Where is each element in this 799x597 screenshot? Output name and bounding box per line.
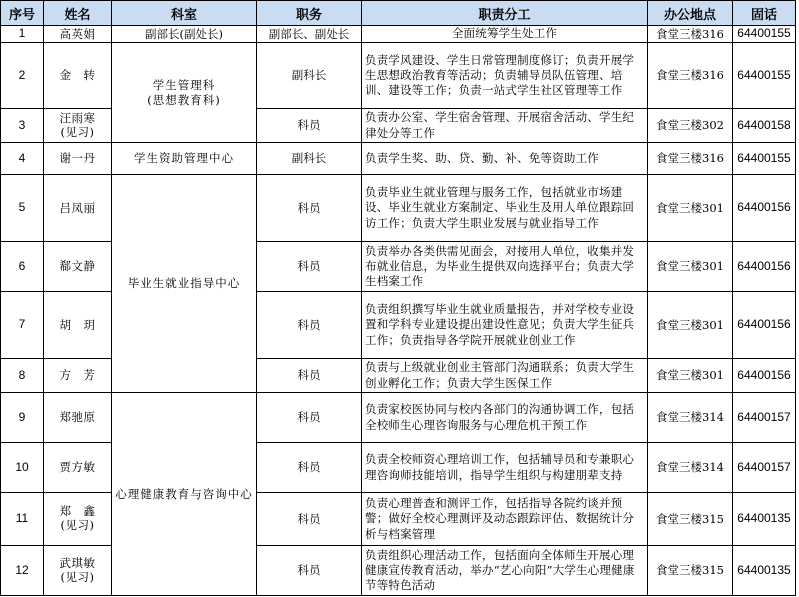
cell-seq: 4 [1, 143, 44, 175]
table-row [1, 143, 796, 175]
header-dept: 科室 [112, 1, 257, 26]
header-role: 职务 [257, 1, 362, 26]
cell-name: 胡 玥 [44, 292, 112, 359]
table-row [1, 393, 796, 443]
cell-phone: 64400155 [733, 26, 796, 43]
header-row [1, 1, 796, 26]
table-row [1, 43, 796, 109]
header-name: 姓名 [44, 1, 112, 26]
cell-duty: 负责心理普查和测评工作，包括指导各院约谈并预警；做好全校心理测评及动态跟踪评估、数据统计分析与档案管理 [362, 493, 648, 546]
cell-phone: 64400155 [733, 43, 796, 109]
cell-role: 科员 [257, 546, 362, 596]
cell-office: 食堂三楼301 [648, 359, 733, 393]
cell-dept-psych-center: 心理健康教育与咨询中心 [112, 393, 257, 596]
cell-role: 副科长 [257, 143, 362, 175]
cell-office: 食堂三楼314 [648, 393, 733, 443]
cell-name: 方 芳 [44, 359, 112, 393]
cell-name: 武琪敏 (见习) [44, 546, 112, 596]
header-duty: 职责分工 [362, 1, 648, 26]
cell-duty: 负责家校医协同与校内各部门的沟通协调工作，包括全校师生心理咨询服务与心理危机干预工作 [362, 393, 648, 443]
cell-duty: 全面统筹学生处工作 [362, 26, 648, 43]
cell-seq: 10 [1, 443, 44, 493]
table-row [1, 26, 796, 43]
cell-duty: 负责组织撰写毕业生就业质量报告，并对学校专业设置和学科专业建设提出建设性意见；负责大学生征兵工作；负责指导各学院开展就业创业工作 [362, 292, 648, 359]
cell-duty: 负责办公室、学生宿舍管理、开展宿舍活动、学生纪律处分等工作 [362, 109, 648, 143]
cell-dept-aid-center: 学生资助管理中心 [112, 143, 257, 175]
cell-seq: 8 [1, 359, 44, 393]
cell-name: 郗文静 [44, 242, 112, 292]
cell-seq: 2 [1, 43, 44, 109]
cell-phone: 64400156 [733, 292, 796, 359]
cell-phone: 64400157 [733, 393, 796, 443]
cell-name: 金 转 [44, 43, 112, 109]
cell-role: 科员 [257, 175, 362, 242]
cell-role: 科员 [257, 242, 362, 292]
cell-duty: 负责毕业生就业管理与服务工作，包括就业市场建设、毕业生就业方案制定、毕业生及用人单位跟踪回访工作；负责大学生职业发展与就业指导工作 [362, 175, 648, 242]
cell-role: 科员 [257, 292, 362, 359]
cell-role: 副部长、副处长 [257, 26, 362, 43]
cell-office: 食堂三楼316 [648, 26, 733, 43]
cell-office: 食堂三楼314 [648, 443, 733, 493]
cell-phone: 64400135 [733, 546, 796, 596]
cell-office: 食堂三楼301 [648, 292, 733, 359]
cell-office: 食堂三楼316 [648, 143, 733, 175]
table-row [1, 175, 796, 242]
cell-seq: 1 [1, 26, 44, 43]
cell-name: 郑 鑫 (见习) [44, 493, 112, 546]
cell-role: 副科长 [257, 43, 362, 109]
header-seq: 序号 [1, 1, 44, 26]
cell-duty: 负责学风建设、学生日常管理制度修订；负责开展学生思想政治教育等活动；负责辅导员队伍管理、培训、建设等工作；负责一站式学生社区管理等工作 [362, 43, 648, 109]
cell-office: 食堂三楼302 [648, 109, 733, 143]
cell-office: 食堂三楼316 [648, 43, 733, 109]
cell-dept: 副部长(副处长) [112, 26, 257, 43]
cell-name: 贾方敏 [44, 443, 112, 493]
header-phone: 固话 [733, 1, 796, 26]
cell-phone: 64400156 [733, 175, 796, 242]
cell-name: 汪雨寒 (见习) [44, 109, 112, 143]
header-office: 办公地点 [648, 1, 733, 26]
cell-role: 科员 [257, 359, 362, 393]
cell-phone: 64400158 [733, 109, 796, 143]
cell-name: 吕凤丽 [44, 175, 112, 242]
cell-seq: 3 [1, 109, 44, 143]
cell-seq: 12 [1, 546, 44, 596]
cell-name: 郑驰原 [44, 393, 112, 443]
cell-role: 科员 [257, 493, 362, 546]
cell-name: 高英娟 [44, 26, 112, 43]
cell-duty: 负责学生奖、助、贷、勤、补、免等资助工作 [362, 143, 648, 175]
cell-dept-employment-center: 毕业生就业指导中心 [112, 175, 257, 393]
cell-phone: 64400135 [733, 493, 796, 546]
cell-role: 科员 [257, 393, 362, 443]
cell-role: 科员 [257, 443, 362, 493]
cell-seq: 9 [1, 393, 44, 443]
cell-office: 食堂三楼301 [648, 242, 733, 292]
cell-seq: 11 [1, 493, 44, 546]
cell-phone: 64400155 [733, 143, 796, 175]
cell-seq: 7 [1, 292, 44, 359]
cell-dept-student-management: 学生管理科 (思想教育科) [112, 43, 257, 143]
cell-phone: 64400156 [733, 242, 796, 292]
cell-seq: 5 [1, 175, 44, 242]
cell-seq: 6 [1, 242, 44, 292]
cell-phone: 64400156 [733, 359, 796, 393]
cell-name: 谢一丹 [44, 143, 112, 175]
cell-office: 食堂三楼315 [648, 546, 733, 596]
cell-duty: 负责全校师资心理培训工作，包括辅导员和专兼职心理咨询师技能培训，指导学生组织与构建朋辈支持 [362, 443, 648, 493]
cell-office: 食堂三楼301 [648, 175, 733, 242]
cell-role: 科员 [257, 109, 362, 143]
cell-phone: 64400157 [733, 443, 796, 493]
cell-office: 食堂三楼315 [648, 493, 733, 546]
cell-duty: 负责举办各类供需见面会，对接用人单位，收集并发布就业信息，为毕业生提供双向选择平台；负责大学生档案工作 [362, 242, 648, 292]
cell-duty: 负责与上级就业创业主管部门沟通联系；负责大学生创业孵化工作；负责大学生医保工作 [362, 359, 648, 393]
cell-duty: 负责组织心理活动工作，包括面向全体师生开展心理健康宣传教育活动，举办“艺心向阳”大学生心理健康节等特色活动 [362, 546, 648, 596]
